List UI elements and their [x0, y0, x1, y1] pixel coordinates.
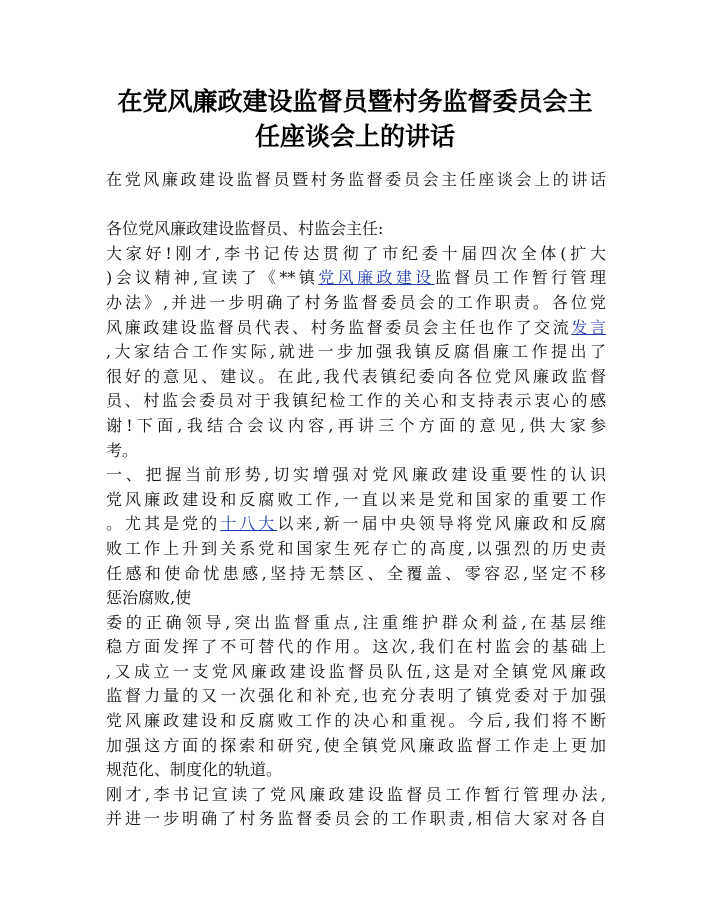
title-line-2: 任座谈会上的讲话	[254, 122, 455, 151]
paragraph-supervision	[106, 611, 606, 783]
paragraph-line: 惩治腐败,使	[106, 588, 192, 608]
paragraph-line: ,又成立一支党风廉政建设监督员队伍,这是对全镇党风廉政	[106, 661, 606, 681]
paragraph-line: 委的正确领导,突出监督重点,注重维护群众利益,在基层维	[106, 612, 606, 632]
paragraph-line: 加强这方面的探索和研究,使全镇党风廉政监督工作走上更加	[106, 735, 606, 755]
paragraph-line: 败工作上升到关系党和国家生死存亡的高度,以强烈的历史责	[106, 538, 606, 558]
paragraph-line	[106, 316, 606, 341]
paragraph-line: 并进一步明确了村务监督委员会的工作职责,相信大家对各自	[106, 809, 606, 829]
paragraph-line: 刚才,李书记宣读了党风廉政建设监督员工作暂行管理办法,	[106, 784, 606, 804]
paragraph-line	[106, 512, 606, 537]
section-heading-1: 一、把握当前形势,切实增强对党风廉政建设重要性的认识	[106, 465, 606, 485]
link-18th-congress[interactable]: 十八大	[220, 514, 278, 534]
document-body	[106, 168, 606, 832]
paragraph-line	[106, 266, 606, 291]
paragraph-opening	[106, 242, 606, 463]
paragraph-line: 党风廉政建设和反腐败工作的决心和重视。今后,我们将不断	[106, 711, 606, 731]
link-speech[interactable]: 发言	[571, 317, 606, 337]
paragraph-situation	[106, 488, 606, 611]
paragraph-line: 办法》,并进一步明确了村务监督委员会的工作职责。各位党	[106, 292, 606, 312]
paragraph-line: 稳方面发挥了不可替代的作用。这次,我们在村监会的基础上	[106, 637, 606, 657]
text-segment: )会议精神,宣读了《**镇	[106, 268, 319, 288]
blank-line	[106, 193, 606, 218]
text-segment: 监督员工作暂行管理	[434, 268, 606, 288]
paragraph-line: ,大家结合工作实际,就进一步加强我镇反腐倡廉工作提出了	[106, 342, 606, 362]
paragraph-line: 任感和使命忧患感,坚持无禁区、全覆盖、零容忍,坚定不移	[106, 563, 606, 583]
text-segment: 以来,新一届中央领导将党风廉政和反腐	[277, 514, 606, 534]
paragraph-line: 很好的意见、建议。在此,我代表镇纪委向各位党风廉政监督	[106, 366, 606, 386]
link-party-integrity[interactable]: 党风廉政建设	[318, 268, 435, 288]
paragraph-line: 大家好!刚才,李书记传达贯彻了市纪委十届四次全体(扩大	[106, 243, 606, 263]
text-segment: 风廉政建设监督员代表、村务监督委员会主任也作了交流	[106, 317, 572, 337]
title-line-1: 在党风廉政建设监督员暨村务监督委员会主	[117, 87, 593, 116]
paragraph-line: 规范化、制度化的轨道。	[106, 760, 283, 780]
salutation: 各位党风廉政建设监督员、村监会主任:	[106, 219, 384, 239]
paragraph-line: 监督力量的又一次强化和补充,也充分表明了镇党委对于加强	[106, 686, 606, 706]
paragraph-duties	[106, 783, 606, 832]
paragraph-line: 谢!下面,我结合会议内容,再讲三个方面的意见,供大家参	[106, 415, 606, 435]
paragraph-line: 员、村监会委员对于我镇纪检工作的关心和支持表示衷心的感	[106, 391, 606, 411]
paragraph-line: 考。	[106, 440, 139, 460]
text-segment: 。尤其是党的	[106, 514, 221, 534]
paragraph-line: 党风廉政建设和反腐败工作,一直以来是党和国家的重要工作	[106, 489, 606, 509]
subtitle: 在党风廉政建设监督员暨村务监督委员会主任座谈会上的讲话	[106, 170, 606, 189]
document-title	[95, 84, 615, 154]
